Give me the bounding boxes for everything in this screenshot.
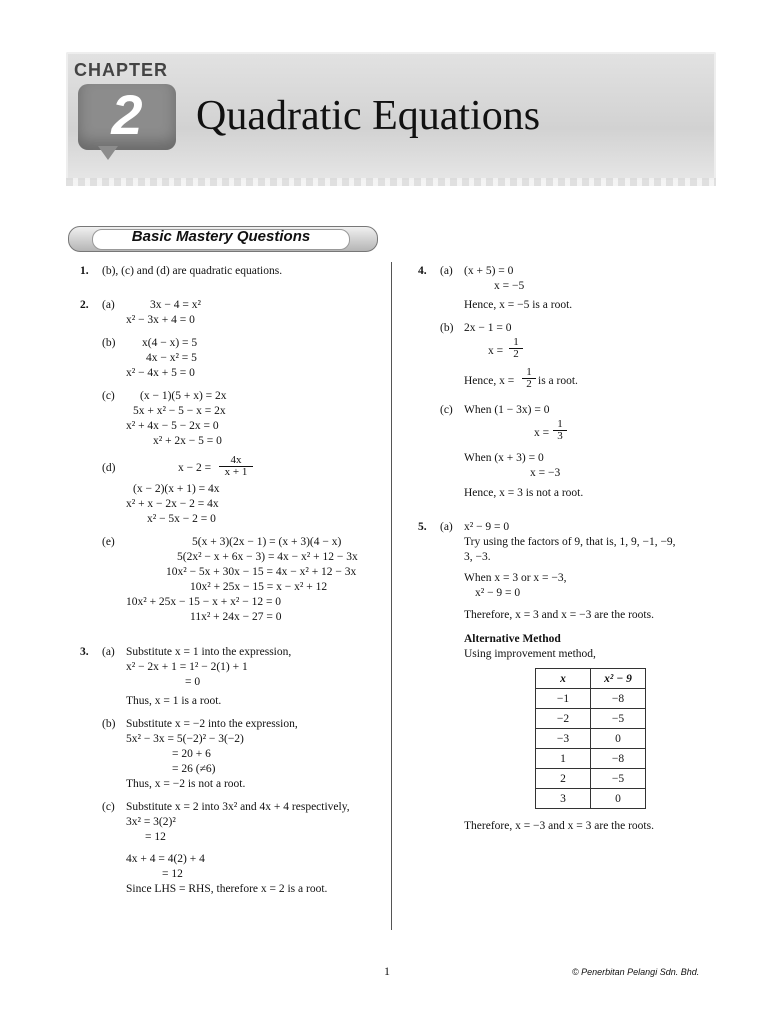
- q2e-line: 10x² + 25x − 15 − x + x² − 12 = 0: [126, 596, 282, 608]
- q3b-line: Substitute x = −2 into the expression,: [126, 718, 298, 730]
- q1-number: 1.: [80, 265, 89, 277]
- improvement-table: [535, 668, 646, 809]
- q4b-line: is a root.: [538, 375, 578, 387]
- q2c-label: (c): [102, 390, 115, 402]
- table-header: x: [536, 669, 591, 689]
- publisher-credit: © Penerbitan Pelangi Sdn. Bhd.: [572, 967, 700, 977]
- q4a-line: (x + 5) = 0: [464, 265, 514, 277]
- q2e-label: (e): [102, 536, 115, 548]
- q3a-line: Thus, x = 1 is a root.: [126, 695, 222, 707]
- q2d-line: x² − 5x − 2 = 0: [147, 513, 216, 525]
- q2c-line: x² + 2x − 5 = 0: [153, 435, 222, 447]
- table-row: [536, 769, 646, 789]
- q3a-line: x² − 2x + 1 = 1² − 2(1) + 1: [126, 661, 248, 673]
- table-row: [536, 689, 646, 709]
- q5a-line: When x = 3 or x = −3,: [464, 572, 567, 584]
- q3c-line: = 12: [145, 831, 166, 843]
- table-cell: −8: [591, 749, 646, 769]
- alt-method-title: Alternative Method: [464, 633, 561, 645]
- q2b-line: 4x − x² = 5: [146, 352, 197, 364]
- q4b-line: Hence, x =: [464, 375, 515, 387]
- chapter-badge-tail: [98, 146, 118, 160]
- chapter-number: 2: [111, 83, 143, 146]
- q4c-label: (c): [440, 404, 453, 416]
- q4a-line: Hence, x = −5 is a root.: [464, 299, 573, 311]
- q3a-line: = 0: [185, 676, 201, 688]
- column-divider: [391, 262, 392, 930]
- q2a-line: 3x − 4 = x²: [150, 299, 201, 311]
- q3c-line: 3x² = 3(2)²: [126, 816, 176, 828]
- table-cell: −5: [591, 769, 646, 789]
- q4-number: 4.: [418, 265, 427, 277]
- q3a-line: Substitute x = 1 into the expression,: [126, 646, 292, 658]
- q3c-line: Substitute x = 2 into 3x² and 4x + 4 respectively,: [126, 801, 350, 813]
- q2c-line: x² + 4x − 5 − 2x = 0: [126, 420, 219, 432]
- table-cell: 2: [536, 769, 591, 789]
- q4b-fraction: $\frac{1}{2}$: [509, 337, 523, 360]
- q2e-line: 5(x + 3)(2x − 1) = (x + 3)(4 − x): [192, 536, 342, 548]
- q5a-line: x² − 9 = 0: [464, 521, 510, 533]
- table-cell: −1: [536, 689, 591, 709]
- table-cell: 3: [536, 789, 591, 809]
- q4c-line: Hence, x = 3 is not a root.: [464, 487, 584, 499]
- q2e-line: 11x² + 24x − 27 = 0: [190, 611, 282, 623]
- q5-conclusion: Therefore, x = −3 and x = 3 are the roots.: [464, 820, 654, 832]
- q4a-line: x = −5: [494, 280, 525, 292]
- table-cell: 0: [591, 789, 646, 809]
- q3b-line: Thus, x = −2 is not a root.: [126, 778, 246, 790]
- chapter-title: Quadratic Equations: [196, 93, 541, 139]
- table-header: x² − 9: [591, 669, 646, 689]
- q2e-line: 10x² + 25x − 15 = x − x² + 12: [190, 581, 328, 593]
- q4c-line: x =: [534, 427, 550, 439]
- q1-text: (b), (c) and (d) are quadratic equations.: [102, 265, 283, 277]
- chapter-label: CHAPTER: [74, 60, 169, 80]
- q5a-line: Therefore, x = 3 and x = −3 are the roots.: [464, 609, 654, 621]
- alt-method-subtitle: Using improvement method,: [464, 648, 596, 660]
- table-row: [536, 749, 646, 769]
- q4c-fraction: $\frac{1}{3}$: [553, 419, 567, 442]
- q4a-label: (a): [440, 265, 453, 277]
- q2d-label: (d): [102, 462, 116, 474]
- q2c-line: (x − 1)(5 + x) = 2x: [140, 390, 227, 402]
- table-cell: −5: [591, 709, 646, 729]
- q2b-line: x² − 4x + 5 = 0: [126, 367, 195, 379]
- q2d-fraction: $\frac{4x}{x + 1}$: [219, 455, 253, 478]
- q3-number: 3.: [80, 646, 89, 658]
- q4b-line: x =: [488, 345, 504, 357]
- q5a-line: 3, −3.: [464, 551, 491, 563]
- q2b-line: x(4 − x) = 5: [142, 337, 198, 349]
- table-row: [536, 789, 646, 809]
- table-cell: −8: [591, 689, 646, 709]
- q3c-line: = 12: [162, 868, 183, 880]
- q4c-line: When (x + 3) = 0: [464, 452, 544, 464]
- q2-number: 2.: [80, 299, 89, 311]
- q3c-line: 4x + 4 = 4(2) + 4: [126, 853, 205, 865]
- q3c-line: Since LHS = RHS, therefore x = 2 is a root.: [126, 883, 328, 895]
- table-cell: 0: [591, 729, 646, 749]
- q3c-label: (c): [102, 801, 115, 813]
- q3b-line: = 26 (≠6): [172, 763, 216, 775]
- q2e-line: 5(2x² − x + 6x − 3) = 4x − x² + 12 − 3x: [177, 551, 358, 563]
- table-row: [536, 729, 646, 749]
- q3b-line: = 20 + 6: [172, 748, 211, 760]
- q5a-line: x² − 9 = 0: [475, 587, 521, 599]
- q2d-line: x² + x − 2x − 2 = 4x: [126, 498, 219, 510]
- q2d-line: (x − 2)(x + 1) = 4x: [133, 483, 220, 495]
- q2e-line: 10x² − 5x + 30x − 15 = 4x − x² + 12 − 3x: [166, 566, 357, 578]
- q3a-label: (a): [102, 646, 115, 658]
- q4b-label: (b): [440, 322, 454, 334]
- q5a-line: Try using the factors of 9, that is, 1, 9, −1, −9,: [464, 536, 676, 548]
- q2a-label: (a): [102, 299, 115, 311]
- q2a-line: x² − 3x + 4 = 0: [126, 314, 195, 326]
- table-cell: 1: [536, 749, 591, 769]
- q4c-line: x = −3: [530, 467, 561, 479]
- q2b-label: (b): [102, 337, 116, 349]
- table-row: [536, 709, 646, 729]
- section-title: Basic Mastery Questions: [131, 228, 311, 245]
- table-cell: −3: [536, 729, 591, 749]
- page-number: 1: [384, 964, 390, 978]
- q4b-line: 2x − 1 = 0: [464, 322, 512, 334]
- q3b-label: (b): [102, 718, 116, 730]
- q3b-line: 5x² − 3x = 5(−2)² − 3(−2): [126, 733, 244, 745]
- q4b-fraction: $\frac{1}{2}$: [522, 367, 536, 390]
- q2c-line: 5x + x² − 5 − x = 2x: [133, 405, 226, 417]
- q4c-line: When (1 − 3x) = 0: [464, 404, 550, 416]
- q2d-line: x − 2 =: [178, 462, 212, 474]
- table-cell: −2: [536, 709, 591, 729]
- q5-number: 5.: [418, 521, 427, 533]
- q5a-label: (a): [440, 521, 453, 533]
